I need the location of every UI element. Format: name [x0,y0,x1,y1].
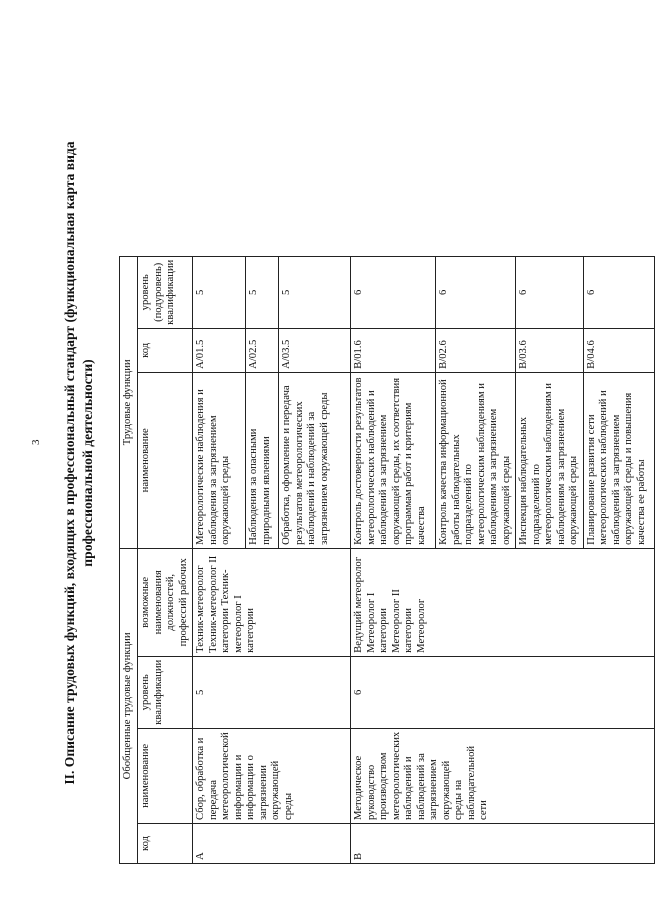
page-number: 3 [30,439,42,445]
tf-code: A/01.5 [193,328,246,372]
header-qualification-level: уровень квалификации [138,656,193,728]
header-name: наименование [138,728,193,823]
tf-level: 5 [246,256,279,328]
table-row [351,256,436,863]
tf-code: B/01.6 [351,328,436,372]
rotated-content [55,48,647,878]
tf-name: Контроль качества информационной работы наблюдательных подразделений по метеорологическим наблюдениям и наблюдениям за загрязнением окружающей среды [436,372,516,548]
header-tf-name: наименование [138,372,193,548]
tf-code: B/04.6 [583,328,654,372]
tf-code: B/03.6 [516,328,584,372]
tf-level: 6 [516,256,584,328]
header-code: код [138,824,193,864]
gf-a-name: Сбор, обработка и передача метеорологической информации и информации о загрязнении окружающей среды [193,728,351,823]
header-tf-code: код [138,328,193,372]
gf-a-level: 5 [193,656,351,728]
tf-level: 5 [279,256,351,328]
tf-code: B/02.6 [436,328,516,372]
gf-b-level: 6 [351,656,655,728]
gf-b-code: B [351,824,655,864]
header-row-2 [138,256,193,863]
header-tf-level: уровень (подуровень) квалификации [138,256,193,328]
tf-name: Контроль достоверности результатов метеорологических наблюдений и наблюдений за загрязнением окружающей среды, их соответствия программам работ и критериям качества [351,372,436,548]
gf-b-name: Методическое руководство производством метеорологических наблюдений и наблюдений за загрязнением окружающей среды на наблюдательной сети [351,728,655,823]
tf-name: Наблюдения за опасными природными явлениями [246,372,279,548]
header-row-1 [120,256,138,863]
tf-code: A/03.5 [279,328,351,372]
section-title: II. Описание трудовых функций, входящих в профессиональный стандарт (функциональная карта вида профессиональной деятельности) [62,141,95,785]
tf-level: 6 [436,256,516,328]
tf-level: 5 [193,256,246,328]
tf-name: Метеорологические наблюдения и наблюдения за загрязнением окружающей среды [193,372,246,548]
gf-a-code: A [193,824,351,864]
tf-code: A/02.5 [246,328,279,372]
tf-name: Обработка, оформление и передача результатов метеорологических наблюдений и наблюдений за загрязнением окружающей среды [279,372,351,548]
table-row [193,256,246,863]
tf-level: 6 [583,256,654,328]
tf-name: Инспекция наблюдательных подразделений по метеорологическим наблюдениям и наблюдениям за загрязнением окружающей среды [516,372,584,548]
tf-level: 6 [351,256,436,328]
gf-a-positions: Техник-метеоролог Техник-метеоролог II категории Техник-метеоролог I категории [193,548,351,656]
header-generalized: Обобщенные трудовые функции [120,548,138,863]
tf-name: Планирование развития сети метеорологических наблюдений и наблюдений за загрязнением окружающей среды и повышения качества ее работы [583,372,654,548]
header-labor-functions: Трудовые функции [120,256,138,548]
functional-map-table [119,256,655,864]
gf-b-positions: Ведущий метеоролог Метеоролог I категории Метеоролог II категории Метеоролог [351,548,655,656]
header-positions: возможные наименования должностей, профессий рабочих [138,548,193,656]
